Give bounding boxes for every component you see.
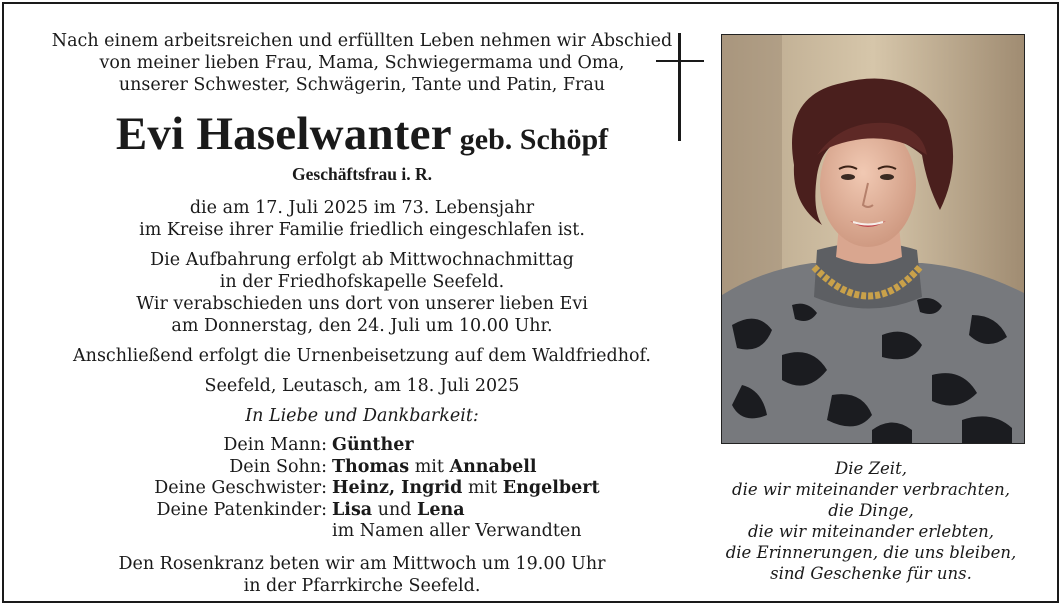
rosary-info (44, 553, 680, 597)
death-line: im Kreise ihrer Familie friedlich eingeschlafen ist. (139, 220, 585, 240)
gratitude-line: In Liebe und Dankbarkeit: (245, 406, 479, 426)
intro-line: unserer Schwester, Schwägerin, Tante und Patin, Frau (118, 75, 606, 95)
family-row (44, 500, 680, 522)
latin-cross-icon (656, 33, 704, 141)
place-date: Seefeld, Leutasch, am 18. Juli 2025 (204, 376, 520, 396)
portrait-illustration (722, 35, 1024, 443)
family-role: Dein Sohn: (229, 456, 327, 477)
family-members (327, 457, 537, 479)
family-members (327, 435, 414, 457)
family-member-name: Thomas (332, 456, 410, 477)
family-members (327, 478, 600, 500)
rosary-line: Den Rosenkranz beten wir am Mittwoch um 19.00 Uhr (118, 553, 606, 574)
family-role: Deine Patenkinder: (156, 499, 327, 520)
cross-horizontal-bar (656, 60, 704, 62)
family-member-name: Lisa (332, 499, 373, 520)
intro-line: von meiner lieben Frau, Mama, Schwiegermama und Oma, (99, 53, 625, 73)
portrait-photo (721, 34, 1025, 444)
poem-line: die wir miteinander erlebten, (747, 522, 995, 541)
obituary-frame (2, 2, 1059, 603)
family-row (44, 457, 680, 479)
family-connector: mit (462, 478, 503, 498)
family-member-name: Lena (417, 499, 465, 520)
poem-line: die Erinnerungen, die uns bleiben, (725, 543, 1017, 562)
poem-line: sind Geschenke für uns. (770, 564, 972, 583)
family-row (44, 521, 680, 543)
family-member-name: Engelbert (502, 478, 600, 498)
viewing-line: am Donnerstag, den 24. Juli um 10.00 Uhr. (171, 316, 553, 336)
family-member-name: Heinz, Ingrid (332, 478, 463, 498)
viewing-line: Wir verabschieden uns dort von unserer lieben Evi (136, 294, 588, 314)
deceased-name: Evi Haselwanter (115, 108, 452, 160)
family-row (44, 435, 680, 457)
viewing-info (44, 249, 680, 337)
relatives-line: im Namen aller Verwandten (332, 521, 582, 541)
family-role: Deine Geschwister: (154, 478, 327, 498)
rosary-line: in der Pfarrkirche Seefeld. (243, 575, 481, 596)
family-row (44, 478, 680, 500)
obituary-text-column (44, 30, 680, 597)
intro-block (44, 30, 680, 96)
deceased-name-row (44, 107, 680, 161)
occupation: Geschäftsfrau i. R. (292, 164, 432, 184)
memorial-poem (704, 458, 1038, 584)
death-line: die am 17. Juli 2025 im 73. Lebensjahr (189, 198, 535, 218)
viewing-line: Die Aufbahrung erfolgt ab Mittwochnachmittag (150, 250, 574, 270)
intro-line: Nach einem arbeitsreichen und erfüllten Leben nehmen wir Abschied (51, 31, 673, 51)
cross-vertical-bar (678, 33, 681, 141)
viewing-line: in der Friedhofskapelle Seefeld. (219, 272, 505, 292)
family-connector: und (372, 499, 418, 520)
family-role: Dein Mann: (223, 435, 327, 455)
family-members (327, 500, 465, 522)
poem-line: die wir miteinander verbrachten, (732, 480, 1010, 499)
family-member-name: Annabell (449, 456, 537, 477)
family-role (44, 521, 327, 543)
maiden-name: geb. Schöpf (459, 123, 609, 156)
poem-line: Die Zeit, (835, 459, 907, 478)
death-info (44, 197, 680, 241)
burial-line: Anschließend erfolgt die Urnenbeisetzung auf dem Waldfriedhof. (73, 346, 651, 366)
family-list (44, 435, 680, 543)
family-member-name: Günther (332, 435, 414, 455)
family-connector: mit (409, 456, 450, 477)
poem-line: die Dinge, (828, 501, 914, 520)
